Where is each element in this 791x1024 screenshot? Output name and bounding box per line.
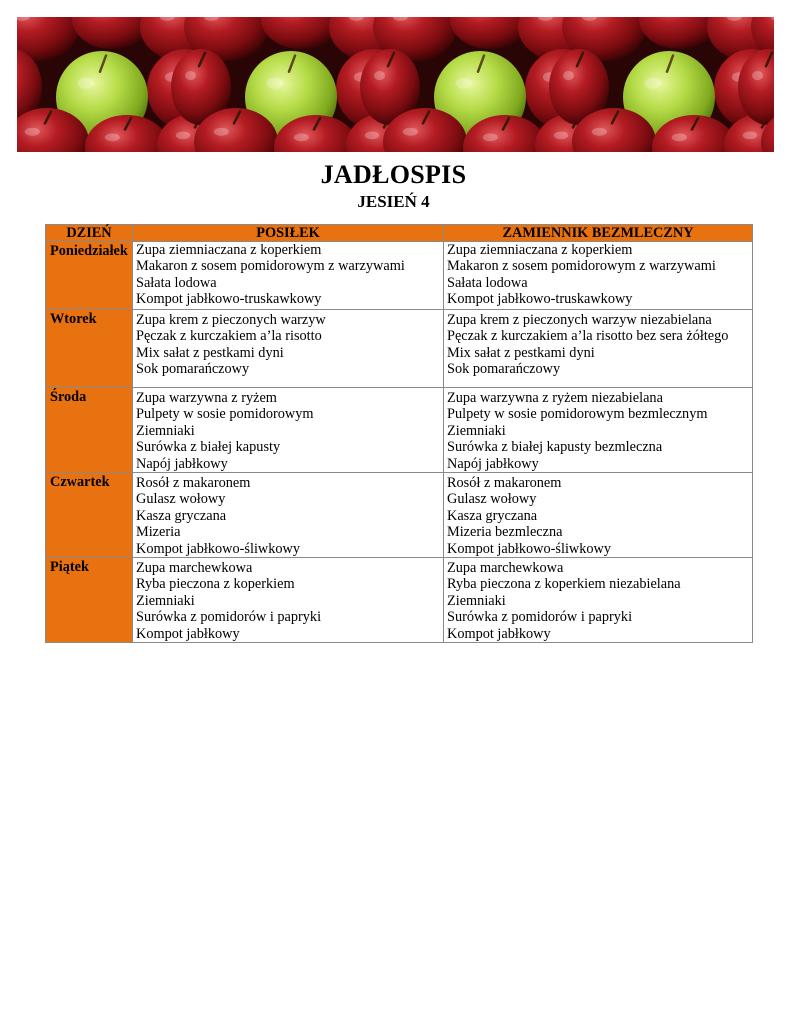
- day-cell: Środa: [46, 388, 133, 473]
- table-row: [46, 388, 753, 473]
- meal-item: Pulpety w sosie pomidorowym: [136, 406, 314, 423]
- meal-item: Ryba pieczona z koperkiem: [136, 576, 295, 593]
- apples-banner-image: [17, 17, 774, 152]
- meal-item: Zupa ziemniaczana z koperkiem: [136, 242, 322, 258]
- meal-item: Zupa krem z pieczonych warzyw: [136, 312, 326, 328]
- dairy-free-item: Kompot jabłkowo-truskawkowy: [447, 291, 633, 308]
- dairy-free-cell: [444, 388, 753, 473]
- meal-item: Surówka z białej kapusty: [136, 439, 281, 456]
- dairy-free-item: Mix sałat z pestkami dyni: [447, 344, 595, 361]
- table-row: [46, 558, 753, 643]
- meal-item: Mix sałat z pestkami dyni: [136, 344, 284, 361]
- dairy-free-item: Zupa marchewkowa: [447, 560, 564, 577]
- day-cell: Poniedziałek: [46, 242, 133, 310]
- meal-cell: [133, 242, 444, 310]
- meal-item: Rosół z makaronem: [136, 475, 251, 492]
- table-row: [46, 310, 753, 388]
- dairy-free-item: Sałata lodowa: [447, 274, 528, 291]
- meal-item: Makaron z sosem pomidorowym z warzywami: [136, 258, 405, 275]
- meal-item: Mizeria: [136, 524, 181, 541]
- dairy-free-item: Ryba pieczona z koperkiem niezabielana: [447, 576, 681, 593]
- column-header-dairy-free: ZAMIENNIK BEZMLECZNY: [444, 225, 753, 242]
- dairy-free-item: Kasza gryczana: [447, 507, 538, 524]
- meal-item: Zupa marchewkowa: [136, 560, 253, 577]
- meal-item: Kasza gryczana: [136, 507, 227, 524]
- dairy-free-item: Rosół z makaronem: [447, 475, 562, 492]
- meal-item: Pęczak z kurczakiem a’la risotto: [136, 328, 322, 345]
- dairy-free-item: Kompot jabłkowy: [447, 625, 551, 642]
- dairy-free-item: Zupa ziemniaczana z koperkiem: [447, 242, 633, 258]
- dairy-free-cell: [444, 473, 753, 558]
- meal-item: Gulasz wołowy: [136, 491, 226, 508]
- dairy-free-item: Zupa krem z pieczonych warzyw niezabielana: [447, 312, 712, 328]
- column-header-day: DZIEŃ: [46, 225, 133, 242]
- meal-item: Napój jabłkowy: [136, 455, 228, 472]
- day-cell: Piątek: [46, 558, 133, 643]
- meal-item: Kompot jabłkowo-śliwkowy: [136, 540, 301, 557]
- meal-item: Surówka z pomidorów i papryki: [136, 609, 322, 626]
- meal-cell: [133, 558, 444, 643]
- meal-item: Ziemniaki: [136, 422, 195, 439]
- dairy-free-item: Ziemniaki: [447, 422, 506, 439]
- meal-cell: [133, 310, 444, 388]
- dairy-free-item: Pęczak z kurczakiem a’la risotto bez sera żółtego: [447, 328, 729, 345]
- dairy-free-cell: [444, 558, 753, 643]
- dairy-free-item: Surówka z białej kapusty bezmleczna: [447, 439, 663, 456]
- day-cell: Wtorek: [46, 310, 133, 388]
- dairy-free-item: Sok pomarańczowy: [447, 361, 561, 378]
- dairy-free-item: Mizeria bezmleczna: [447, 524, 563, 541]
- day-cell: Czwartek: [46, 473, 133, 558]
- dairy-free-cell: [444, 310, 753, 388]
- dairy-free-cell: [444, 242, 753, 310]
- meal-item: Sok pomarańczowy: [136, 361, 250, 378]
- dairy-free-item: Makaron z sosem pomidorowym z warzywami: [447, 258, 716, 275]
- dairy-free-item: Kompot jabłkowo-śliwkowy: [447, 540, 612, 557]
- meal-item: Ziemniaki: [136, 592, 195, 609]
- meal-cell: [133, 388, 444, 473]
- dairy-free-item: Napój jabłkowy: [447, 455, 539, 472]
- dairy-free-item: Surówka z pomidorów i papryki: [447, 609, 633, 626]
- season-subtitle: JESIEŃ 4: [357, 192, 430, 211]
- meal-item: Kompot jabłkowo-truskawkowy: [136, 291, 322, 308]
- table-row: [46, 473, 753, 558]
- dairy-free-item: Zupa warzywna z ryżem niezabielana: [447, 390, 663, 406]
- table-row: [46, 242, 753, 310]
- column-header-meal: POSIŁEK: [133, 225, 444, 242]
- table-header-row: [46, 225, 753, 242]
- dairy-free-item: Ziemniaki: [447, 592, 506, 609]
- meal-item: Sałata lodowa: [136, 274, 217, 291]
- page-title: JADŁOSPIS: [320, 160, 467, 189]
- dairy-free-item: Pulpety w sosie pomidorowym bezmlecznym: [447, 406, 708, 423]
- meal-item: Zupa warzywna z ryżem: [136, 390, 277, 406]
- menu-table: [45, 224, 753, 643]
- meal-cell: [133, 473, 444, 558]
- meal-item: Kompot jabłkowy: [136, 625, 240, 642]
- dairy-free-item: Gulasz wołowy: [447, 491, 537, 508]
